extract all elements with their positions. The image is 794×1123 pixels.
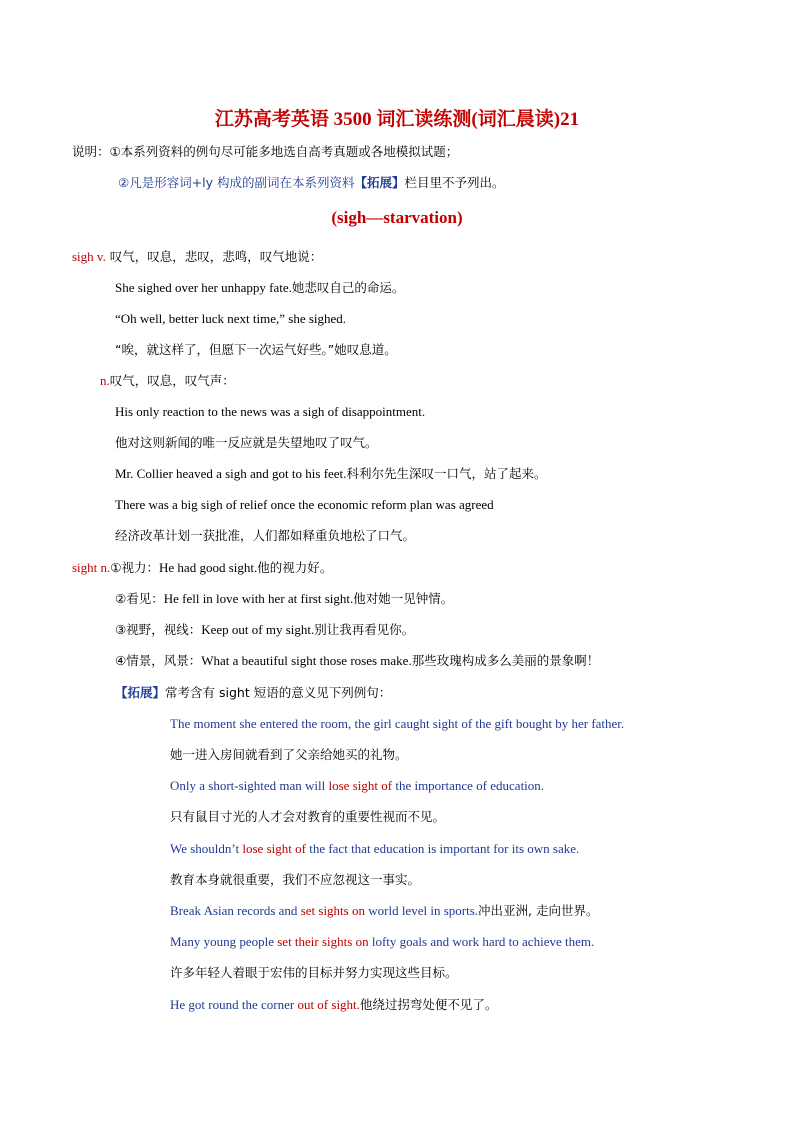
phrase-translation: 只有鼠目寸光的人才会对教育的重要性视而不见。 bbox=[170, 809, 446, 824]
phrase-example: He got round the corner out of sight.他绕过拐弯处便不见了。 bbox=[170, 997, 498, 1012]
example-translation: 经济改革计划一获批准，人们都如释重负地松了口气。 bbox=[115, 528, 416, 543]
headword-sight: sight n. bbox=[72, 560, 111, 575]
note-line-1: 说明：①本系列资料的例句尽可能多地选自高考真题或各地模拟试题； bbox=[72, 144, 459, 159]
phrase-example: We shouldn’t lose sight of the fact that education is important for its own sake. bbox=[170, 841, 580, 856]
entry-sigh-verb: sigh v. 叹气，叹息，悲叹，悲鸣，叹气地说： bbox=[72, 249, 323, 264]
entry-sigh-noun: n.叹气，叹息，叹气声： bbox=[100, 373, 235, 388]
page-title: 江苏高考英语 3500 词汇读练测(词汇晨读)21 bbox=[214, 109, 580, 130]
example-line: There was a big sigh of relief once the economic reform plan was agreed bbox=[115, 497, 494, 512]
phrase-translation: 许多年轻人着眼于宏伟的目标并努力实现这些目标。 bbox=[170, 965, 458, 980]
phrase-example: Only a short-sighted man will lose sight of the importance of education. bbox=[170, 778, 545, 793]
example-line: Mr. Collier heaved a sigh and got to his feet.科利尔先生深叹一口气，站了起来。 bbox=[115, 466, 547, 481]
phrase-example: The moment she entered the room, the girl caught sight of the gift bought by her father. bbox=[170, 716, 625, 731]
example-line: She sighed over her unhappy fate.她悲叹自己的命运。 bbox=[115, 280, 405, 295]
entry-sight-sense-4: ④情景，风景：What a beautiful sight those roses make.那些玫瑰构成多么美丽的景象啊！ bbox=[115, 653, 600, 668]
phrase-translation: 她一进入房间就看到了父亲给她买的礼物。 bbox=[170, 747, 408, 762]
entry-sight-sense-3: ③视野，视线：Keep out of my sight.别让我再看见你。 bbox=[115, 622, 415, 637]
example-line: “Oh well, better luck next time,” she sighed. bbox=[115, 311, 347, 326]
phrase-example: Break Asian records and set sights on world level in sports.冲出亚洲, 走向世界。 bbox=[170, 903, 599, 918]
entry-sight-sense-1: sight n.①视力：He had good sight.他的视力好。 bbox=[72, 560, 333, 575]
example-translation: 他对这则新闻的唯一反应就是失望地叹了叹气。 bbox=[115, 435, 378, 450]
extension-header: 【拓展】常考含有 sight 短语的意义见下列例句： bbox=[115, 685, 392, 700]
headword-sigh: sigh v. bbox=[72, 249, 106, 264]
phrase-translation: 教育本身就很重要，我们不应忽视这一事实。 bbox=[170, 872, 421, 887]
note-line-2: ②凡是形容词+ly 构成的副词在本系列资料【拓展】栏目里不予列出。 bbox=[118, 175, 505, 190]
entry-sight-sense-2: ②看见：He fell in love with her at first sight.他对她一见钟情。 bbox=[115, 591, 454, 606]
example-translation: “唉，就这样了，但愿下一次运气好些。”她叹息道。 bbox=[115, 342, 397, 357]
example-line: His only reaction to the news was a sigh of disappointment. bbox=[115, 404, 426, 419]
section-subtitle: (sigh—starvation) bbox=[331, 208, 463, 227]
phrase-example: Many young people set their sights on lofty goals and work hard to achieve them. bbox=[170, 934, 595, 949]
